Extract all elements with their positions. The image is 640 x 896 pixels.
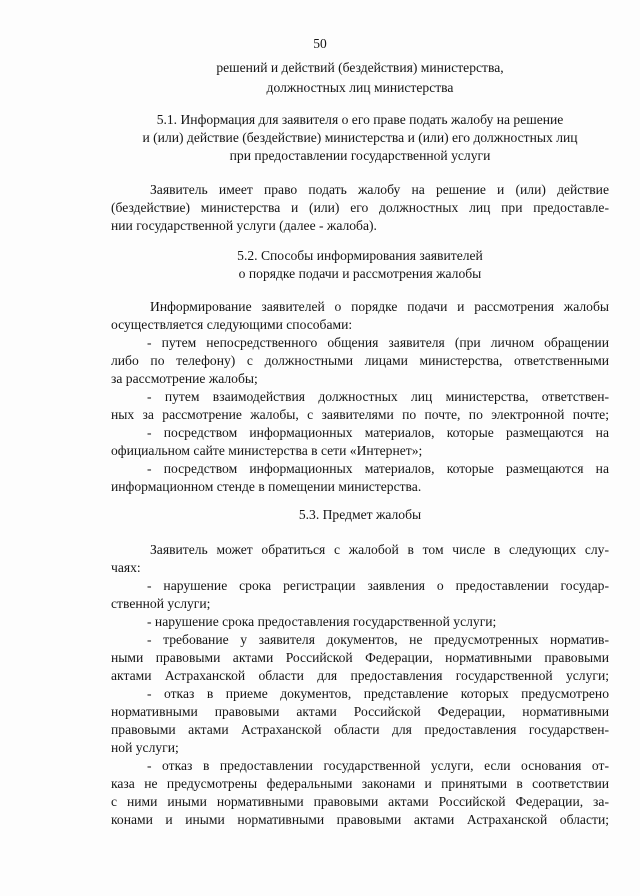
heading-5-3: 5.3. Предмет жалобы xyxy=(298,507,422,522)
list-item-line: ных за рассмотрение жалобы, с заявителями по почте, по электронной почте; xyxy=(111,407,609,422)
list-item-line: - требование у заявителя документов, не предусмотренных норматив- xyxy=(147,632,609,647)
list-item-line: каза не предусмотрены федеральными законами и принятыми в соответствии xyxy=(111,776,609,791)
heading-5-1-line: и (или) действие (бездействие) министерства и (или) его должностных лиц xyxy=(142,130,578,145)
list-item-line: актами Астраханской области для предоставления государственной услуги; xyxy=(111,668,609,683)
heading-5-1-line: при предоставлении государственной услуги xyxy=(229,148,491,163)
heading-5-1-line: 5.1. Информация для заявителя о его праве подать жалобу на решение xyxy=(156,112,564,127)
list-item-line: официальном сайте министерства в сети «Интернет»; xyxy=(111,443,423,458)
list-item-line: - посредством информационных материалов, которые размещаются на xyxy=(147,425,609,440)
list-item-line: правовыми актами Астраханской области для предоставления государствен- xyxy=(111,722,609,737)
list-item-line: нормативными правовыми актами Российской Федерации, нормативными xyxy=(111,704,609,719)
paragraph-line: Заявитель может обратиться с жалобой в том числе в следующих слу- xyxy=(150,542,609,557)
paragraph-line: Информирование заявителей о порядке подачи и рассмотрения жалобы xyxy=(150,299,609,314)
list-item-line: - путем взаимодействия должностных лиц министерства, ответствен- xyxy=(147,389,609,404)
list-item-line: - посредством информационных материалов, которые размещаются на xyxy=(147,461,609,476)
page-number: 50 xyxy=(313,36,327,51)
heading-5-2-line: о порядке подачи и рассмотрения жалобы xyxy=(238,266,482,281)
list-item-line: - отказ в приеме документов, представление которых предусмотрено xyxy=(147,686,609,701)
heading-5-2-line: 5.2. Способы информирования заявителей xyxy=(237,248,483,263)
paragraph-line: нии государственной услуги (далее - жалоба). xyxy=(111,218,377,233)
paragraph-line: осуществляется следующими способами: xyxy=(111,317,353,332)
paragraph-line: (бездействие) министерства и (или) его должностных лиц при предоставле- xyxy=(111,200,609,215)
list-item-line: - нарушение срока предоставления государственной услуги; xyxy=(147,614,497,629)
list-item-line: - отказ в предоставлении государственной услуги, если основания от- xyxy=(147,758,609,773)
paragraph-line: Заявитель имеет право подать жалобу на решение и (или) действие xyxy=(150,182,609,197)
list-item-line: конами и иными нормативными правовыми актами Астраханской области; xyxy=(111,812,609,827)
list-item-line: - путем непосредственного общения заявителя (при личном обращении xyxy=(147,335,609,350)
section-title-line: решений и действий (бездействия) министерства, xyxy=(216,60,504,75)
list-item-line: ственной услуги; xyxy=(111,596,211,611)
list-item-line: с ними иными нормативными правовыми актами Российской Федерации, за- xyxy=(111,794,609,809)
section-title-line: должностных лиц министерства xyxy=(266,80,454,95)
list-item-line: ной услуги; xyxy=(111,740,179,755)
list-item-line: либо по телефону) с должностными лицами министерства, ответственными xyxy=(111,353,609,368)
paragraph-line: чаях: xyxy=(111,560,141,575)
list-item-line: - нарушение срока регистрации заявления о предоставлении государ- xyxy=(147,578,609,593)
list-item-line: ными правовыми актами Российской Федерации, нормативными правовыми xyxy=(111,650,609,665)
list-item-line: информационном стенде в помещении министерства. xyxy=(111,479,422,494)
list-item-line: за рассмотрение жалобы; xyxy=(111,371,258,386)
